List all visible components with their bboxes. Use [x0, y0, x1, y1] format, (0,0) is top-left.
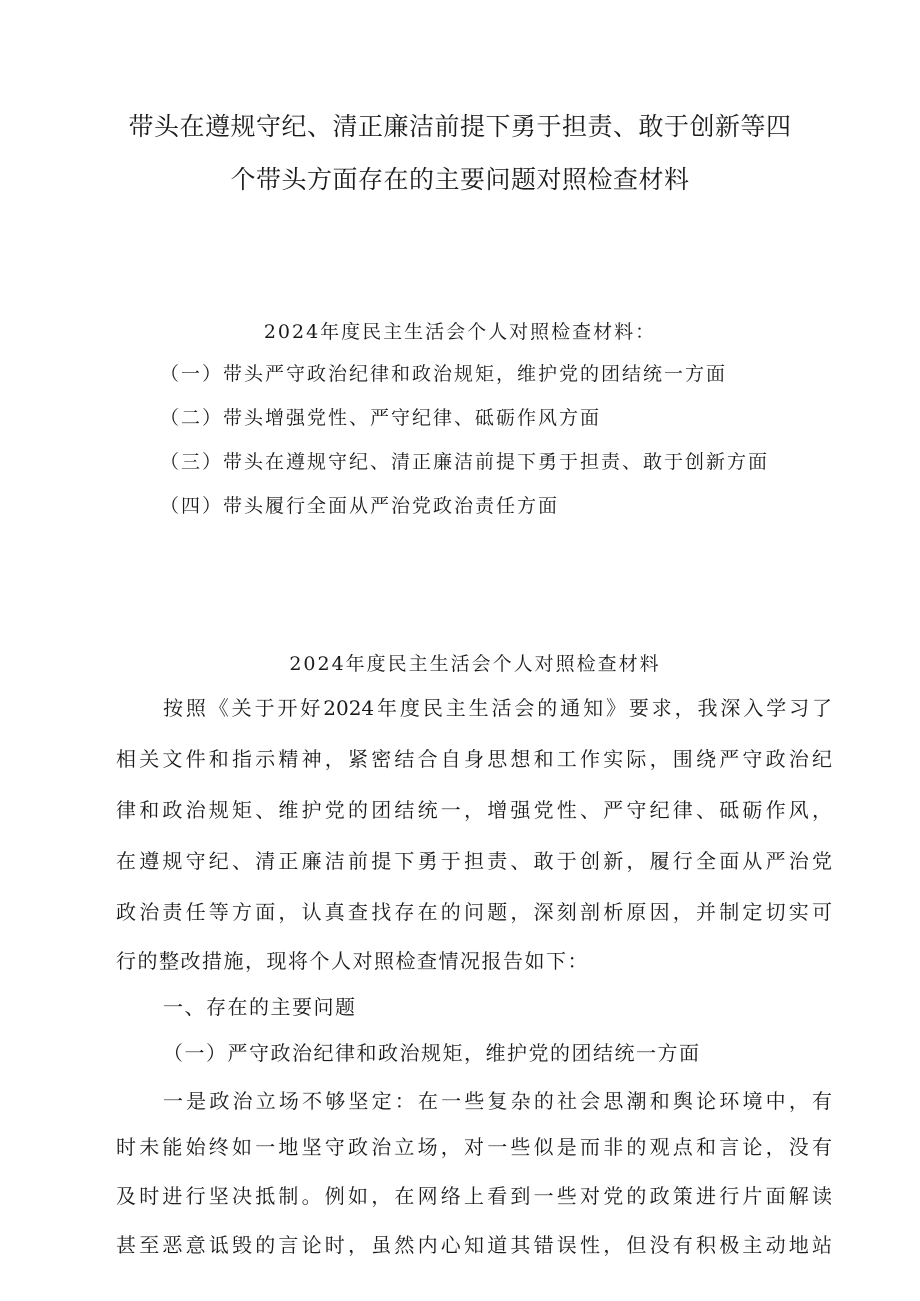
document-title: 2024年度民主生活会个人对照检查材料 — [289, 653, 661, 675]
paragraph-line: 时未能始终如一地坚守政治立场，对一些似是而非的观点和言论，没有 — [116, 1135, 832, 1159]
intro-line: 行的整改措施，现将个人对照检查情况报告如下： — [116, 949, 589, 973]
toc-item: （一）带头严守政治纪律和政治规矩，维护党的团结统一方面 — [160, 363, 728, 385]
intro-line: 按照《关于开好2024年度民主生活会的通知》要求，我深入学习了 — [163, 696, 832, 720]
paragraph-line: 一是政治立场不够坚定：在一些复杂的社会思潮和舆论环境中，有 — [163, 1089, 832, 1113]
toc-item: （三）带头在遵规守纪、清正廉洁前提下勇于担责、敢于创新方面 — [160, 451, 770, 473]
intro-line: 相关文件和指示精神，紧密结合自身思想和工作实际，围绕严守政治纪 — [116, 747, 832, 771]
intro-line: 律和政治规矩、维护党的团结统一，增强党性、严守纪律、砥砺作风， — [116, 798, 832, 822]
intro-line: 在遵规守纪、清正廉洁前提下勇于担责、敢于创新，履行全面从严治党 — [116, 849, 832, 873]
main-title-line-2: 个带头方面存在的主要问题对照检查材料 — [230, 165, 690, 194]
subsection-heading: （一）严守政治纪律和政治规矩，维护党的团结统一方面 — [163, 1041, 701, 1065]
section-heading: 一、存在的主要问题 — [163, 995, 357, 1019]
paragraph-line: 及时进行坚决抵制。例如，在网络上看到一些对党的政策进行片面解读 — [116, 1184, 832, 1208]
toc-item: （二）带头增强党性、严守纪律、砥砺作风方面 — [160, 407, 602, 429]
main-title-line-1: 带头在遵规守纪、清正廉洁前提下勇于担责、敢于创新等四 — [128, 112, 792, 141]
toc-item: （四）带头履行全面从严治党政治责任方面 — [160, 495, 560, 517]
toc-heading: 2024年度民主生活会个人对照检查材料： — [263, 321, 657, 343]
paragraph-line: 甚至恶意诋毁的言论时，虽然内心知道其错误性，但没有积极主动地站 — [116, 1233, 832, 1257]
intro-line: 政治责任等方面，认真查找存在的问题，深刻剖析原因，并制定切实可 — [116, 900, 832, 924]
